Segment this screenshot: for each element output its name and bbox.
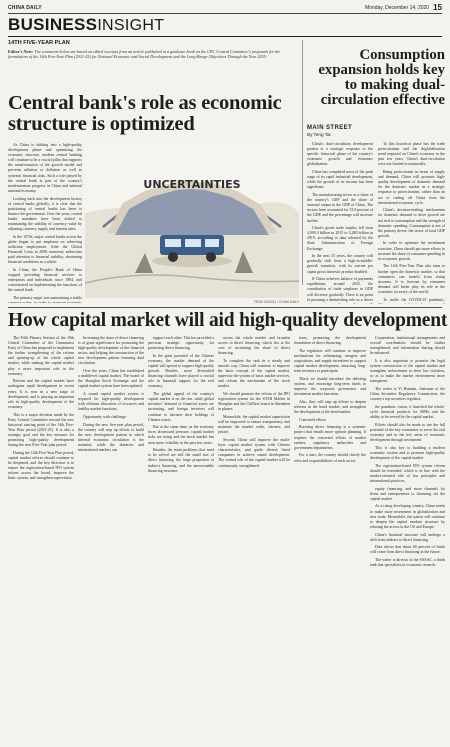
paragraph: Concerted efforts <box>299 417 327 422</box>
story3-column-3 <box>148 336 214 741</box>
story3-column-4 <box>218 336 290 741</box>
series-tag: 14TH FIVE-YEAR PLAN <box>8 40 70 46</box>
story2-column-2 <box>378 142 445 304</box>
paragraph: Third, we should introduce the delisting system, and encourage long-term funds to improve the corporate governance and investment market functions. <box>294 376 366 397</box>
paragraph: The global appeal of the country's capital market is on the rise, while global investors' demand of financial assets are increasing, and foreign investors will continue to increase their holdings of Chinese assets. <box>148 392 214 422</box>
paragraph: Also, they will step up efforts to deepen reforms in the bond market, and strengthen the development of the bond market. <box>294 399 366 414</box>
editors-note: Editor's Note: The comments below are based on edited excerpts from an article published in a guidance book on the CPC Central Committee's proposals for the formulation of the 14th Five-Year Plan (2021-25) for National Economic and Social Development and the Long-Range Objectives Through the Year 2035. <box>8 49 281 59</box>
paragraph: Cooperation, institutional arrangements and overall coordination should be further strengthened, and information sharing should be enhanced. <box>370 336 445 356</box>
paragraph: The Fifth Plenary Session of the 19th Central Committee of the Communist Party of China has proposed to implement the further strengthening of the reform and opening-up of the whole capital market, while making the capital market play a more important role in the economy. <box>8 336 74 376</box>
paragraph: In the 1970s, major central banks across the globe began to put emphasis on achieving sufficient employment. After the Global Financial Crisis in 2008, monetary authorities paid attention to financial stability, shortening financial conditions as a whole. <box>8 234 82 265</box>
paragraph: Efforts should also be made to use the full potential of the key economies to serve the real economy and in the key areas of economic development through investment. <box>370 422 445 443</box>
masthead <box>8 3 442 12</box>
paragraph: Besides, the main problems that need to be solved are still the small size of direct financing, the large proportion of indirect financing, and the unreasonable financing structure. <box>148 448 214 473</box>
paragraph: Boosting direct financing is a systemic project that entails more upfront planning. It requires the concerted efforts of market entities, regulatory authorities and government departments. <box>294 425 366 450</box>
paragraph: China's financial structure will undergo a shift from indirect to direct financing. <box>370 532 445 542</box>
paragraph: China's dual-circulation development pattern is a strategic response to the specific historical phase of the country's economic growth and economic globalization. <box>307 142 373 167</box>
story-divider <box>8 307 442 308</box>
paragraph: During the 14th Five-Year Plan period, capital market reform should continue to be deepened, and the key direction is to ensure the registration-based IPO system reform across the board, improve the basic system, and strengthen supervision. <box>8 450 74 481</box>
uncertainties-label: UNCERTAINTIES <box>143 178 241 191</box>
paragraph: Being protectionist in terms of supply and demand, China will promote high-quality development of domestic demand for the domestic market as a strategic response to protectionism, rather than an act of cutting off China from the international economic cycle. <box>378 170 445 205</box>
story3-headline: How capital market will aid high-quality development <box>8 310 448 331</box>
issue-date: Monday, December 14, 2020 <box>364 4 430 11</box>
paragraph: In the great potential of the Chinese economy, the market demand of the capital will spread to support high-quality growth. Besides, more diversified financing channels have played a crucial role in financial support for the real economy. <box>148 353 214 389</box>
column-name: MAIN STREET <box>307 125 353 131</box>
paragraph: To this historical phase has the trade protectionism and the deglobalization trend imposed on China's economy in the past few years. China's dual-circulation were not limited economically. <box>378 142 445 167</box>
masthead-divider <box>8 13 442 14</box>
paragraph: across the whole market and broaden access to direct financing, which lies at the core of increasing the share of direct financing. <box>218 336 290 356</box>
paragraph: If China achieves balance of payments equilibrium, around 2025, the contribution of trade surpluses to GDP will decrease gradually. There is no point in pursuing a diminishing role as a driver <box>307 277 373 302</box>
paragraph: The registration-based IPO system reform should be extended, which is in line with the market-oriented rule of law principles and international practices. <box>370 463 445 483</box>
paragraph: The primary target was maintaining a stable <box>13 296 82 300</box>
column-divider <box>302 40 303 285</box>
paragraph: tions, promoting the development foundation of direct financing. <box>294 336 366 346</box>
uncertainties-illustration <box>85 143 299 298</box>
paragraph: The manufacturing sector as a share of the country's GDP and the share of national output in the GDP of China. The sectors have accounted for 53.8 percent of the GDP, and the percentage will increase further. <box>307 193 373 223</box>
paragraph: Looking back into the development history of central banks globally, it is clear that the positioning of central banks has been to finance the government. Over the years, central banks' mandates have been shifted to maintaining the stability of currency value by adjusting currency supply and interest rates. <box>8 196 82 232</box>
paragraph: Increasing the share of direct financing is of great significance for promoting the high-quality development of the financial sector, and helping the construction of the new development pattern featuring dual circulation. <box>78 336 144 366</box>
story3-column-5 <box>294 336 366 741</box>
paragraph: the pandemic vision, it launched the whole-cycle financial products for SMEs and the ability to be served by the capital market. <box>370 404 445 420</box>
paragraph: A sound capital market system is required for high-quality development with efficient allocation of resources and healthy market functions. <box>78 392 144 412</box>
paragraph: Reform and the capital market have undergone rapid development in recent years. It is now in a new stage of development, and is playing an important role in high-quality development of the economy. <box>8 379 74 409</box>
illustration-credit: FENG ZHUOLI / CHINA DAILY <box>254 300 300 304</box>
paragraph: Meanwhile, the capital market supervision will be improved to ensure transparency, and maintain the market order, fairness, and justice. <box>218 415 290 435</box>
paragraph: It is also important to promote the legal system construction of the capital market and strengthen enforcement to deter law violation, so as to make the market environment more transparent. <box>370 358 445 384</box>
paragraph: During the new five-year plan period, the country will step up efforts to build the new development pattern in which internal economic circulation is the mainstay while the domestic and international markets can <box>78 422 144 453</box>
paragraph: In the next 15 years, the country will gradually shift from a high-to-middle-growth transition, with its current per capita gross domestic product doubled. <box>307 254 373 274</box>
story1-headline: Central bank's role as economic structure is optimized <box>8 92 282 135</box>
paragraph: In order to optimize the investment structure, China should put more efforts to increase the share of consumer spending in its economic growth. <box>378 241 445 261</box>
paragraph: China's decision-making mechanisms for domestic demand to drive growth are not tied to consumption and the strength of domestic spending. Consumption is not of the primary driver, the sector of total GDP growth. <box>378 208 445 238</box>
paragraph: The 14th Five-Year Plan also aims to further open the domestic market, so that consumers can benefit from rising incomes. It is forecast by consumer demand will better play its role in the economic recovery of the world. <box>378 264 445 294</box>
paragraph: This is also key to building a modern economic system and to promote high-quality development of the capital market. <box>370 445 445 460</box>
paragraph: We should promote the reform of the IPO registration system for the STAR Market in Shanghai and the ChiNext board in Shenzhen in phases. <box>218 392 290 412</box>
paragraph: support each other. This has provided a precious strategic opportunity for promoting direct financing. <box>148 336 214 351</box>
paragraph: Opportunity with challenge <box>83 415 126 420</box>
paragraph: As China is shifting into a high-quality development phase and optimizing the economic structure, modern central banking will continue to be a crucial pillar that supports the transformation of the growth model and prevents inflation or deflation as well as systemic financial risks. Such a role played by the central bank is part of the country's modernization progress in China and national national economy. <box>8 143 82 193</box>
story3-column-2 <box>78 336 144 741</box>
paragraph: China has completed most of the peak stage of its rapid industrial development, while the growth of its income has been significant. <box>307 170 373 190</box>
paragraph: equity financing, and more channels for firms and entrepreneurs to financing via the capital market. <box>370 486 445 501</box>
story1-col1-frame <box>8 143 82 303</box>
paragraph: The regulators will continue to improve mechanisms for refinancing, mergers and acquisitions, and supply incentives to support capital market development, attracting long-term investors to participate. <box>294 348 366 374</box>
paragraph: The writer is Yi Huiman, chairman of the China Securities Regulatory Commission, the country's top securities regulator. <box>370 387 445 402</box>
paragraph: This is a major decision made by the Party Central Committee toward the new historical starting point of the 14th Five-Year Plan period (2021-25). It is also a strategic goal and the key measure for promoting high-quality development during the new Five-Year plan period. <box>8 412 74 448</box>
paragraph: Over the years, China has established a multilevel capital market. The board of the Shanghai Stock Exchange and the capital market system have been updated. <box>78 369 144 389</box>
paragraph: Data shows that about 60 percent of funds will come from direct financing in the future. <box>370 545 445 555</box>
paragraph: Second, China will improve the multi-layer capital market system with Chinese characteristics, and guide diverse listed companies to achieve sound development. The central role of the capital market will be continuously strengthened. <box>218 438 290 468</box>
page-number: 15 <box>433 3 442 12</box>
story2-byline: By Teng Tai <box>307 132 331 137</box>
story2-headline: Consumption expansion holds key to making dual-circulation effective <box>318 47 445 108</box>
paragraph: As a rising developing country, China needs to make more investment in globalization and new trade. Meanwhile, the nation will continue to deepen the capital markets structure by relaxing the access to the US and Europe. <box>370 504 445 529</box>
paragraph: For a start, the country should clarify the roles and responsibilities of each sector. <box>294 453 366 463</box>
paragraph: In China, the People's Bank of China stopped providing financial services to enterprises and individuals since 1984, and concentrated on implementing the functions of the central bank. <box>8 267 82 293</box>
paragraph: China's goods trade surplus fell from 4,090.3 billion in 2015 to 3,280 billion in 2019, according to data released by the State Administration of Foreign Exchange. <box>307 226 373 251</box>
paragraph: To complete the task in a steady and smooth way, China will continue to improve the basic concept of the capital market, supervise the system of basic market services, and reform the mechanism of the stock market. <box>218 358 290 389</box>
story3-column-1 <box>8 336 74 741</box>
section-title: BUSINESSINSIGHT <box>8 15 165 34</box>
paragraph: But at the same time, as the economy faces downward pressure, capital market risks are rising and the stock market has seen more volatility in the past few years. <box>148 425 214 445</box>
story3-column-6 <box>370 336 445 741</box>
paragraph: The writer is director at the SASAC, a think tank that specializes in economic research. <box>370 558 445 568</box>
paragraph: To tackle the COVID-19 pandemic, <box>383 297 445 302</box>
section-divider <box>8 36 442 37</box>
newspaper-logo: CHINA DAILY <box>8 4 42 11</box>
story2-column-1 <box>307 142 373 304</box>
